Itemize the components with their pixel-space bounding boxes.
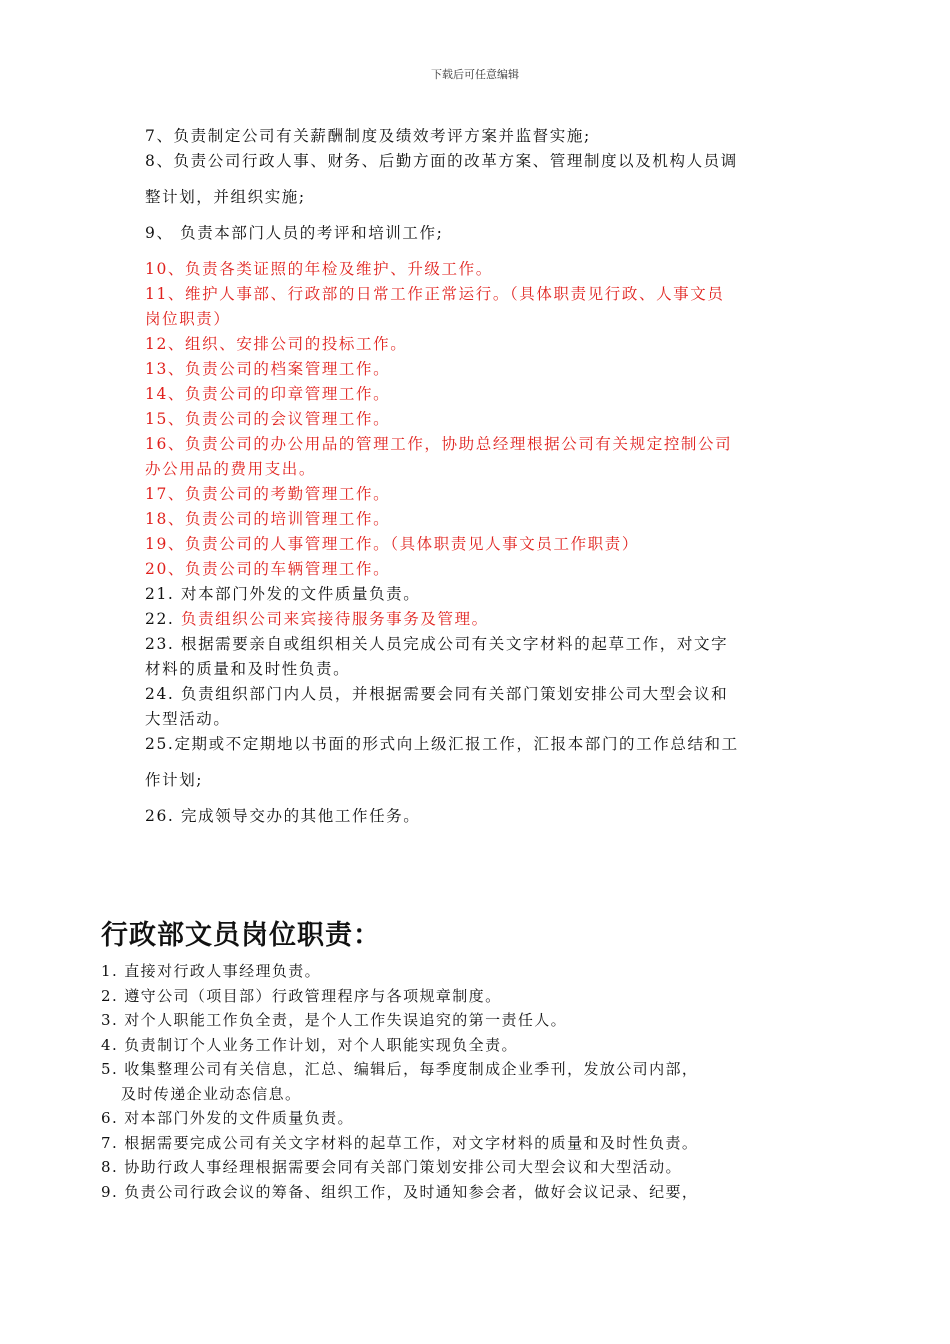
- clerk-duties-list: [101, 959, 821, 1204]
- duty-line-highlight: 19、负责公司的人事管理工作。（具体职责见人事文员工作职责）: [145, 535, 639, 553]
- duty-line-highlight: 18、负责公司的培训管理工作。: [145, 510, 391, 528]
- list-item: 8. 协助行政人事经理根据需要会同有关部门策划安排公司大型会议和大型活动。: [101, 1158, 682, 1176]
- page-header-note: 下载后可任意编辑: [431, 68, 519, 81]
- duty-line-highlight: 14、负责公司的印章管理工作。: [145, 385, 391, 403]
- duty-line-highlight: 办公用品的费用支出。: [145, 460, 317, 478]
- list-item: 5. 收集整理公司有关信息，汇总、编辑后，每季度制成企业季刊，发放公司内部，: [101, 1060, 699, 1078]
- list-item: 2. 遵守公司（项目部）行政管理程序与各项规章制度。: [101, 986, 502, 1005]
- list-item: 9. 负责公司行政会议的筹备、组织工作，及时通知参会者，做好会议记录、纪要，: [101, 1182, 699, 1201]
- duty-line-highlight: 13、负责公司的档案管理工作。: [145, 360, 391, 378]
- list-item: 7. 根据需要完成公司有关文字材料的起草工作，对文字材料的质量和及时性负责。: [101, 1133, 699, 1152]
- duty-line: 23. 根据需要亲自或组织相关人员完成公司有关文字材料的起草工作，对文字: [145, 635, 729, 653]
- duty-line: 整计划，并组织实施;: [145, 188, 306, 206]
- duty-line: 21. 对本部门外发的文件质量负责。: [145, 585, 421, 603]
- duty-line: 8、负责公司行政人事、财务、后勤方面的改革方案、管理制度以及机构人员调: [145, 152, 738, 170]
- duty-line-highlight: 岗位职责）: [145, 310, 231, 328]
- duty-line-highlight: 10、负责各类证照的年检及维护、升级工作。: [145, 260, 493, 278]
- duty-line: 大型活动。: [145, 710, 231, 728]
- list-item: 4. 负责制订个人业务工作计划，对个人职能实现负全责。: [101, 1035, 518, 1054]
- section-title: 行政部文员岗位职责：: [101, 920, 381, 951]
- duty-line-mixed: [145, 607, 810, 632]
- duty-line: 7、负责制定公司有关薪酬制度及绩效考评方案并监督实施;: [145, 127, 591, 145]
- duty-line: 9、 负责本部门人员的考评和培训工作;: [145, 224, 444, 242]
- duty-text-highlight: 负责组织公司来宾接待服务事务及管理。: [180, 610, 489, 628]
- duty-line-highlight: 12、组织、安排公司的投标工作。: [145, 335, 408, 353]
- duty-line: 材料的质量和及时性负责。: [145, 660, 351, 678]
- duty-line: 24. 负责组织部门内人员，并根据需要会同有关部门策划安排公司大型会议和: [145, 685, 729, 703]
- list-item: 6. 对本部门外发的文件质量负责。: [101, 1109, 354, 1127]
- duty-line-highlight: 17、负责公司的考勤管理工作。: [145, 485, 391, 503]
- duty-line: 作计划;: [145, 771, 204, 789]
- duty-line: 26. 完成领导交办的其他工作任务。: [145, 807, 421, 825]
- duty-line-highlight: 16、负责公司的办公用品的管理工作，协助总经理根据公司有关规定控制公司: [145, 435, 733, 453]
- duty-line-highlight: 20、负责公司的车辆管理工作。: [145, 560, 391, 578]
- duty-line-highlight: 15、负责公司的会议管理工作。: [145, 410, 391, 428]
- list-item-continuation: 及时传递企业动态信息。: [121, 1084, 302, 1103]
- department-duties-main: [145, 257, 810, 829]
- duty-number: 22.: [145, 610, 181, 628]
- duty-line-highlight: 11、维护人事部、行政部的日常工作正常运行。（具体职责见行政、人事文员: [145, 285, 725, 303]
- list-item: 3. 对个人职能工作负全责，是个人工作失误追究的第一责任人。: [101, 1011, 568, 1029]
- department-duties-top: [145, 124, 810, 246]
- list-item: 1. 直接对行政人事经理负责。: [101, 962, 322, 980]
- duty-line: 25.定期或不定期地以书面的形式向上级汇报工作，汇报本部门的工作总结和工: [145, 735, 739, 753]
